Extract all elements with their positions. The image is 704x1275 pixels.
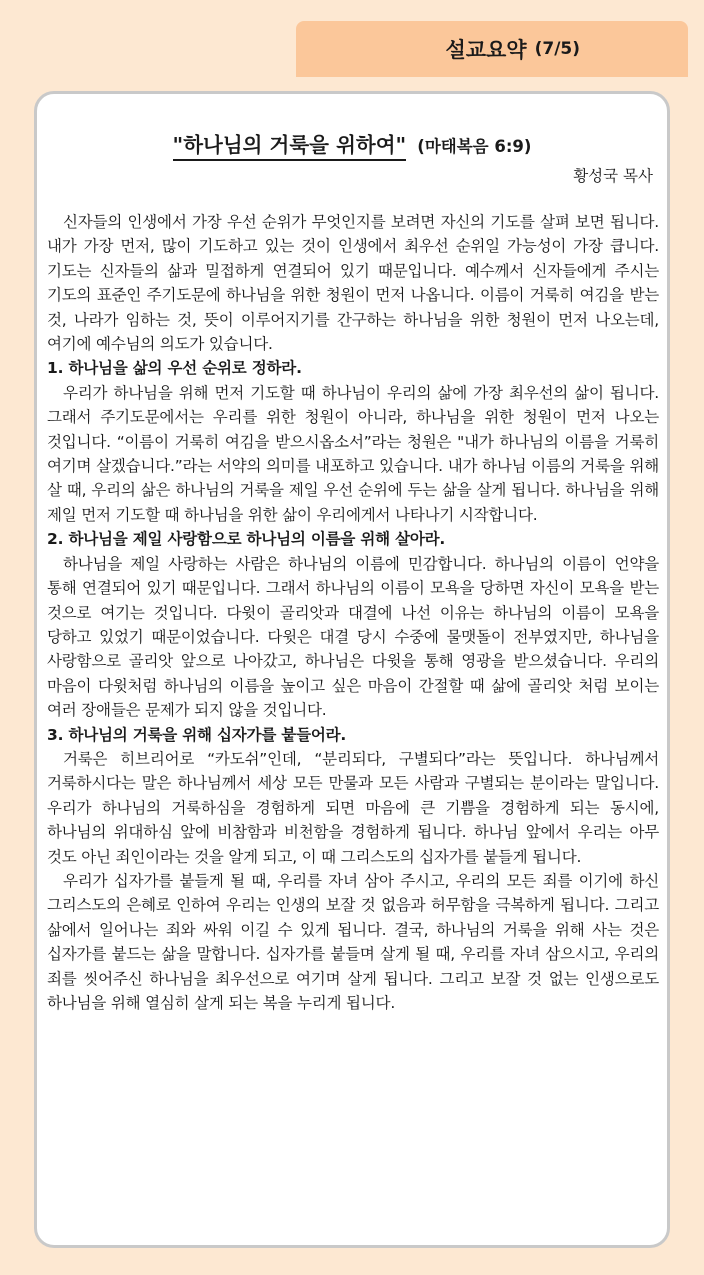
bulletin-header-title: 설교요약 [445,38,527,62]
section-paragraph: 우리가 십자가를 붙들게 될 때, 우리를 자녀 삼아 주시고, 우리의 모든 죄를 이기에 하신 그리스도의 은혜로 인하여 우리는 인생의 보잘 것 없음과 허무함을 극복하게 됩니다. 그리고 삶에서 일어나는 죄와 싸워 이길 수 있게 됩니다. 결국, 하나님의 거룩을 위해 사는 것은 십자가를 붙드는 삶을 말합니다. 십자가를 붙들며 살게 될 때, 우리를 자녀 삼으시고, 우리의 죄를 씻어주신 하나님을 최우선으로 여기며 살게 됩니다. 그리고 보잘 것 없는 인생으로도 하나님을 위해 열심히 살게 되는 복을 누리게 됩니다. [47,871,659,1012]
scripture-reference: (마태복음 6:9) [417,137,532,156]
section-heading: 1. 하나님을 삶의 우선 순위로 정하라. [47,359,302,378]
sermon-title: "하나님의 거룩을 위하여" [173,133,407,161]
preacher-name: 황성국 목사 [573,167,653,185]
sermon-title-line [37,128,667,158]
sermon-body [47,210,659,1015]
intro-paragraph: 신자들의 인생에서 가장 우선 순위가 무엇인지를 보려면 자신의 기도를 살펴 보면 됩니다. 내가 가장 먼저, 많이 기도하고 있는 것이 인생에서 최우선 순위일 가능성이 가장 큽니다. 기도는 신자들의 삶과 밀접하게 연결되어 있기 때문입니다. 예수께서 신자들에게 주시는 기도의 표준인 주기도문에 하나님을 위한 청원이 먼저 나옵니다. 이름이 거룩히 여김을 받는 것, 나라가 임하는 것, 뜻이 이루어지기를 간구하는 하나님을 위한 청원이 먼저 나오는데, 여기에 예수님의 의도가 있습니다. [47,213,659,354]
sermon-summary-card [34,91,670,1248]
section-heading: 3. 하나님의 거룩을 위해 십자가를 붙들어라. [47,725,347,744]
section-paragraph: 거룩은 히브리어로 “카도쉬”인데, “분리되다, 구별되다”라는 뜻입니다. 하나님께서 거룩하시다는 말은 하나님께서 세상 모든 만물과 모든 사람과 구별되는 분이라는 말입니다. 우리가 하나님의 거룩하심을 경험하게 되면 마음에 큰 기쁨을 경험하게 되는 동시에, 하나님의 위대하심 앞에 비참함과 비천함을 경험하게 됩니다. 하나님 앞에서 우리는 아무 것도 아닌 죄인이라는 것을 알게 되고, 이 때 그리스도의 십자가를 붙들게 됩니다. [47,749,659,866]
bulletin-header-tab [296,21,688,77]
section-paragraph: 우리가 하나님을 위해 먼저 기도할 때 하나님이 우리의 삶에 가장 최우선의 삶이 됩니다. 그래서 주기도문에서는 우리를 위한 청원이 아니라, 하나님을 위한 청원이 먼저 나오는 것입니다. “이름이 거룩히 여김을 받으시옵소서”라는 청원은 "내가 하나님의 이름을 거룩히 여기며 살겠습니다.”라는 서약의 의미를 내포하고 있습니다. 내가 하나님 이름의 거룩을 위해 살 때, 우리의 삶은 하나님의 거룩을 제일 우선 순위에 두는 삶을 살게 됩니다. 하나님을 위해 제일 먼저 기도할 때 하나님을 위한 삶이 우리에게서 나타나기 시작합니다. [47,383,659,524]
section-paragraph: 하나님을 제일 사랑하는 사람은 하나님의 이름에 민감합니다. 하나님의 이름이 언약을 통해 연결되어 있기 때문입니다. 그래서 하나님의 이름이 모욕을 당하면 자신이 모욕을 받는 것으로 여기는 것입니다. 다윗이 골리앗과 대결에 나선 이유는 하나님의 이름이 모욕을 당하고 있었기 때문이었습니다. 다윗은 대결 당시 수중에 물맷돌이 전부였지만, 하나님을 사랑함으로 골리앗 앞으로 나아갔고, 하나님은 다윗을 통해 영광을 받으셨습니다. 우리의 마음이 다윗처럼 하나님의 이름을 높이고 싶은 마음이 간절할 때 삶에 골리앗 처럼 보이는 여러 장애들은 문제가 되지 않을 것입니다. [47,554,659,720]
section-heading: 2. 하나님을 제일 사랑함으로 하나님의 이름을 위해 살아라. [47,530,446,549]
bulletin-header-date: (7/5) [534,39,580,59]
